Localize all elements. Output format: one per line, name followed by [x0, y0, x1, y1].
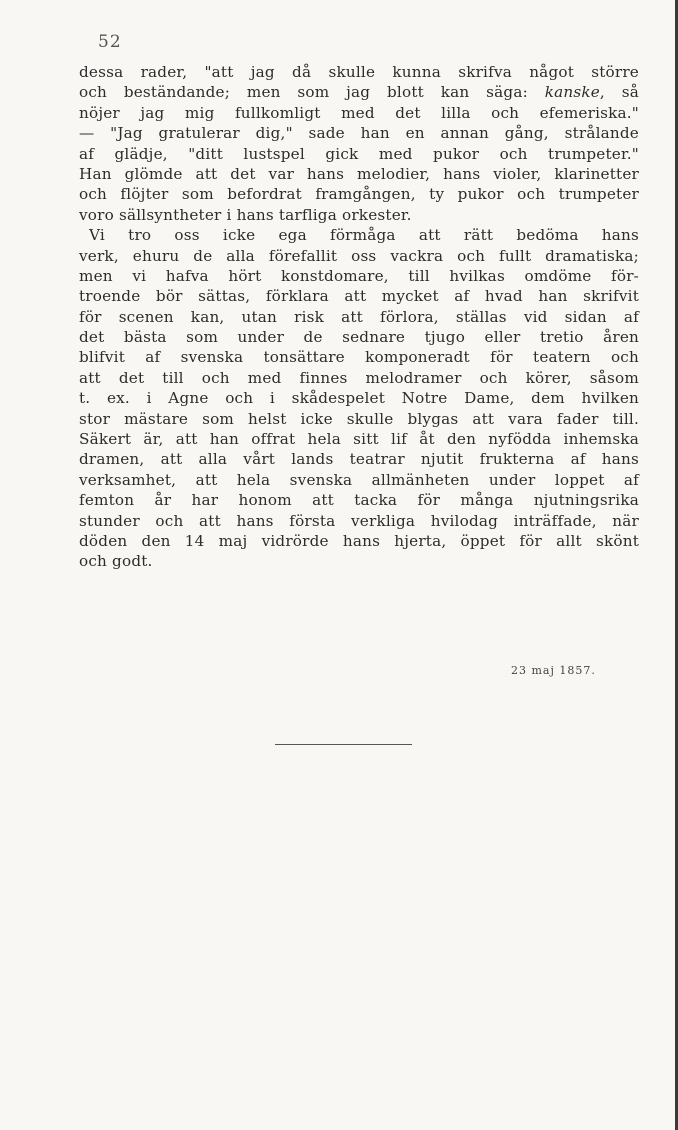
text-line: Vi tro oss icke ega förmåga att rätt bedöma hans	[89, 226, 639, 245]
text-line: för scenen kan, utan risk att förlora, ställas vid sidan af	[79, 307, 639, 326]
text-line: t. ex. i Agne och i skådespelet Notre Dame, dem hvilken	[79, 389, 639, 408]
text-line: verksamhet, att hela svenska allmänheten under loppet af	[79, 470, 639, 489]
text-line: femton år har honom att tacka för många njutningsrika	[79, 491, 639, 510]
body-text	[79, 62, 639, 572]
text-line: — "Jag gratulerar dig," sade han en annan gång, strålande	[79, 124, 639, 143]
text-line: dramen, att alla vårt lands teatrar njutit frukterna af hans	[79, 450, 639, 469]
text-line: men vi hafva hört konstdomare, till hvilkas omdöme för-	[79, 266, 639, 285]
text-line: voro sällsyntheter i hans tarfliga orkester.	[79, 205, 412, 224]
closing-rule	[275, 744, 412, 745]
text-line: och beständande; men som jag blott kan säga: kanske, så	[79, 83, 639, 102]
date-signature: 23 maj 1857.	[511, 664, 596, 677]
text-line: och godt.	[79, 552, 153, 571]
emphasis: kanske	[544, 83, 600, 102]
text-line: Han glömde att det var hans melodier, hans violer, klarinetter	[79, 164, 639, 183]
text-line: och flöjter som befordrat framgången, ty pukor och trumpeter	[79, 185, 639, 204]
text-line: nöjer jag mig fullkomligt med det lilla och efemeriska."	[79, 103, 639, 122]
text-line: troende bör sättas, förklara att mycket af hvad han skrifvit	[79, 287, 639, 306]
text-line: stunder och att hans första verkliga hvilodag inträffade, när	[79, 511, 639, 530]
text-line: dessa rader, "att jag då skulle kunna skrifva något större	[79, 63, 639, 81]
text-line: Säkert är, att han offrat hela sitt lif åt den nyfödda inhemska	[79, 430, 639, 449]
text-line: verk, ehuru de alla förefallit oss vackra och fullt dramatiska;	[79, 246, 639, 265]
text-line: det bästa som under de sednare tjugo eller tretio åren	[79, 328, 639, 347]
text-line: stor mästare som helst icke skulle blygas att vara fader till.	[79, 409, 639, 428]
text-line: döden den 14 maj vidrörde hans hjerta, öppet för allt skönt	[79, 531, 639, 550]
text-line: af glädje, "ditt lustspel gick med pukor och trumpeter."	[79, 144, 639, 163]
text-line: blifvit af svenska tonsättare komponeradt för teatern och	[79, 348, 639, 367]
text-line: att det till och med finnes melodramer och körer, såsom	[79, 368, 639, 387]
page-number: 52	[98, 32, 122, 52]
